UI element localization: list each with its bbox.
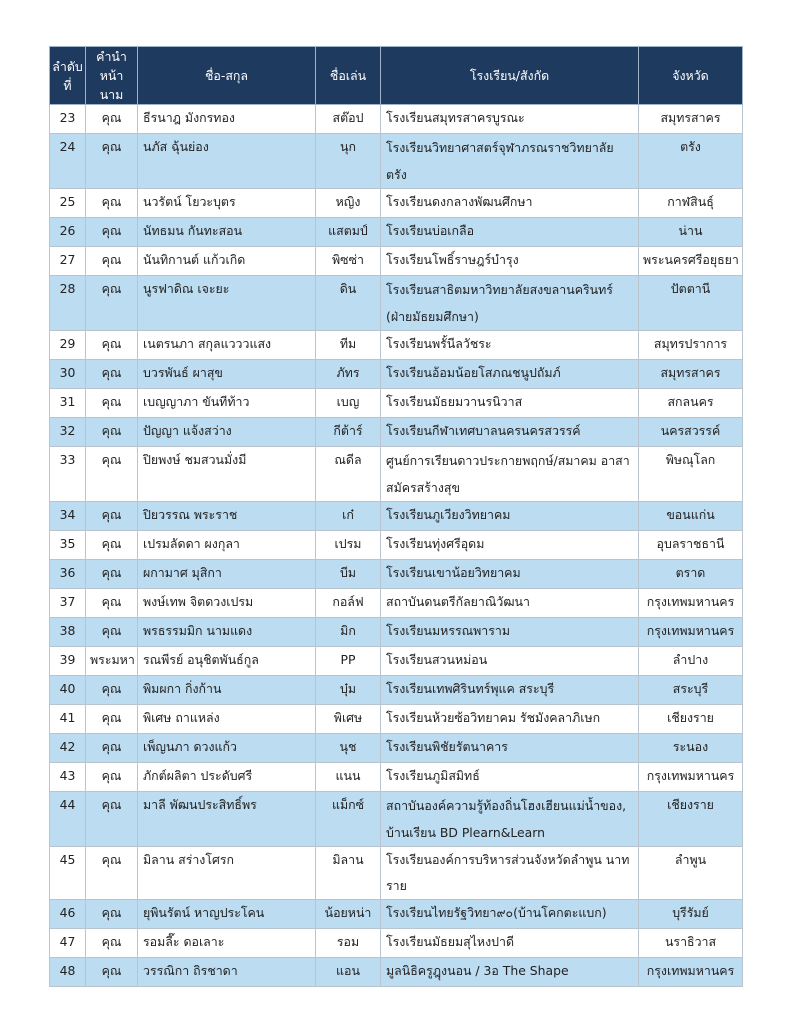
- cell-school: โรงเรียนห้วยซ้อวิทยาคม รัชมังคลาภิเษก: [381, 705, 639, 734]
- table-header: [50, 47, 743, 105]
- cell-school: โรงเรียนมัธยมวานรนิวาส: [381, 389, 639, 418]
- cell-province: สมุทรปราการ: [639, 331, 743, 360]
- header-school: โรงเรียน/สังกัด: [381, 47, 639, 105]
- cell-nickname: นุช: [316, 734, 381, 763]
- table-row: [50, 218, 743, 247]
- cell-name: ยุพินรัตน์ หาญประโคน: [138, 900, 316, 929]
- header-name: ชื่อ-สกุล: [138, 47, 316, 105]
- cell-school: โรงเรียนสาธิตมหาวิทยาลัยสงขลานครินทร์ (ฝ่ายมัธยมศึกษา): [381, 276, 639, 331]
- header-nickname: ชื่อเล่น: [316, 47, 381, 105]
- cell-title: คุณ: [86, 560, 138, 589]
- cell-title: คุณ: [86, 218, 138, 247]
- cell-school: โรงเรียนโพธิ์ราษฎร์บำรุง: [381, 247, 639, 276]
- header-title: คำนำหน้านาม: [86, 47, 138, 105]
- cell-number: 35: [50, 531, 86, 560]
- cell-title: คุณ: [86, 763, 138, 792]
- cell-province: ลำปาง: [639, 647, 743, 676]
- table-row: [50, 247, 743, 276]
- cell-name: บวรพันธ์ ผาสุข: [138, 360, 316, 389]
- cell-province: กรุงเทพมหานคร: [639, 618, 743, 647]
- cell-name: เนตรนภา สกุลแวววแสง: [138, 331, 316, 360]
- cell-title: พระมหา: [86, 647, 138, 676]
- cell-name: ภักต์ผลิตา ประดับศรี: [138, 763, 316, 792]
- cell-province: สระบุรี: [639, 676, 743, 705]
- cell-school: มูลนิธิครูฎุงนอน / 3อ The Shape: [381, 958, 639, 987]
- cell-name: วรรณิกา ถิรชาดา: [138, 958, 316, 987]
- cell-nickname: มิก: [316, 618, 381, 647]
- cell-province: เชียงราย: [639, 792, 743, 847]
- cell-nickname: นุก: [316, 134, 381, 189]
- cell-nickname: แม็กซ์: [316, 792, 381, 847]
- table-row: [50, 929, 743, 958]
- cell-number: 38: [50, 618, 86, 647]
- cell-number: 39: [50, 647, 86, 676]
- cell-name: นันทิกานต์ แก้วเกิด: [138, 247, 316, 276]
- cell-province: กาฬสินธุ์: [639, 189, 743, 218]
- cell-name: รอมลี๊ะ ดอเลาะ: [138, 929, 316, 958]
- cell-name: มาลี พัฒนประสิทธิ์พร: [138, 792, 316, 847]
- cell-number: 24: [50, 134, 86, 189]
- cell-school: โรงเรียนพรั้นีลวัชระ: [381, 331, 639, 360]
- cell-nickname: ทีม: [316, 331, 381, 360]
- cell-nickname: เปรม: [316, 531, 381, 560]
- cell-province: ตรัง: [639, 134, 743, 189]
- table-row: [50, 531, 743, 560]
- cell-number: 28: [50, 276, 86, 331]
- cell-title: คุณ: [86, 502, 138, 531]
- cell-school: โรงเรียนดงกลางพัฒนศึกษา: [381, 189, 639, 218]
- table-row: [50, 589, 743, 618]
- cell-school: โรงเรียนอ้อมน้อยโสภณชนูปถัมภ์: [381, 360, 639, 389]
- cell-nickname: แอน: [316, 958, 381, 987]
- cell-number: 46: [50, 900, 86, 929]
- cell-title: คุณ: [86, 189, 138, 218]
- cell-province: นครสวรรค์: [639, 418, 743, 447]
- cell-nickname: บุ๋ม: [316, 676, 381, 705]
- cell-province: กรุงเทพมหานคร: [639, 589, 743, 618]
- cell-school: โรงเรียนวิทยาศาสตร์จุฬาภรณราชวิทยาลัย ตรัง: [381, 134, 639, 189]
- cell-name: เบญญาภา ขันทีท้าว: [138, 389, 316, 418]
- cell-title: คุณ: [86, 705, 138, 734]
- cell-title: คุณ: [86, 734, 138, 763]
- cell-number: 41: [50, 705, 86, 734]
- cell-nickname: ณดีล: [316, 447, 381, 502]
- table-row: [50, 705, 743, 734]
- cell-number: 33: [50, 447, 86, 502]
- cell-number: 27: [50, 247, 86, 276]
- cell-name: พรธรรมมิก นามแดง: [138, 618, 316, 647]
- table-row: [50, 560, 743, 589]
- table-row: [50, 734, 743, 763]
- cell-title: คุณ: [86, 360, 138, 389]
- cell-province: ระนอง: [639, 734, 743, 763]
- cell-nickname: รอม: [316, 929, 381, 958]
- cell-number: 47: [50, 929, 86, 958]
- table-row: [50, 647, 743, 676]
- cell-number: 31: [50, 389, 86, 418]
- cell-school: โรงเรียนทุ่งศรีอุดม: [381, 531, 639, 560]
- header-province: จังหวัด: [639, 47, 743, 105]
- cell-nickname: บีม: [316, 560, 381, 589]
- cell-province: ลำพูน: [639, 847, 743, 900]
- cell-title: คุณ: [86, 331, 138, 360]
- cell-province: น่าน: [639, 218, 743, 247]
- cell-nickname: พิซซ่า: [316, 247, 381, 276]
- header-no: ลำดับที่: [50, 47, 86, 105]
- cell-number: 40: [50, 676, 86, 705]
- cell-title: คุณ: [86, 531, 138, 560]
- cell-title: คุณ: [86, 276, 138, 331]
- cell-school: โรงเรียนภูเวียงวิทยาคม: [381, 502, 639, 531]
- cell-province: นราธิวาส: [639, 929, 743, 958]
- cell-school: โรงเรียนบ่อเกลือ: [381, 218, 639, 247]
- cell-school: โรงเรียนกีฬาเทศบาลนครนครสวรรค์: [381, 418, 639, 447]
- cell-school: โรงเรียนภูมิสมิทธ์: [381, 763, 639, 792]
- cell-name: พิมผกา กิ่งก้าน: [138, 676, 316, 705]
- table-row: [50, 847, 743, 900]
- cell-nickname: กีต้าร์: [316, 418, 381, 447]
- table-body: [50, 105, 743, 987]
- cell-nickname: มิลาน: [316, 847, 381, 900]
- table-row: [50, 360, 743, 389]
- table-row: [50, 189, 743, 218]
- cell-name: ปิยพงษ์ ชมสวนมั่งมี: [138, 447, 316, 502]
- cell-name: นูรฟาดิณ เจะยะ: [138, 276, 316, 331]
- cell-nickname: พิเศษ: [316, 705, 381, 734]
- participant-table: [49, 46, 743, 987]
- cell-school: โรงเรียนไทยรัฐวิทยา๙๐(บ้านโคกตะแบก): [381, 900, 639, 929]
- cell-title: คุณ: [86, 418, 138, 447]
- table-row: [50, 105, 743, 134]
- cell-school: โรงเรียนมัธยมสุไหงปาดี: [381, 929, 639, 958]
- cell-number: 26: [50, 218, 86, 247]
- cell-school: โรงเรียนเขาน้อยวิทยาคม: [381, 560, 639, 589]
- cell-number: 43: [50, 763, 86, 792]
- cell-number: 37: [50, 589, 86, 618]
- cell-school: โรงเรียนองค์การบริหารส่วนจังหวัดลำพูน นาทราย: [381, 847, 639, 900]
- cell-nickname: น้อยหน่า: [316, 900, 381, 929]
- cell-name: เปรมลัดดา ผงกุลา: [138, 531, 316, 560]
- cell-title: คุณ: [86, 105, 138, 134]
- cell-nickname: เก๋: [316, 502, 381, 531]
- table-row: [50, 502, 743, 531]
- cell-nickname: แสตมป์: [316, 218, 381, 247]
- cell-number: 45: [50, 847, 86, 900]
- table-row: [50, 276, 743, 331]
- cell-number: 29: [50, 331, 86, 360]
- table-row: [50, 389, 743, 418]
- cell-name: นภัส ฉุ้นย่อง: [138, 134, 316, 189]
- cell-name: ผกามาศ มุสิกา: [138, 560, 316, 589]
- table-row: [50, 900, 743, 929]
- cell-province: ขอนแก่น: [639, 502, 743, 531]
- cell-number: 36: [50, 560, 86, 589]
- cell-name: ปัญญา แจ้งสว่าง: [138, 418, 316, 447]
- cell-province: บุรีรัมย์: [639, 900, 743, 929]
- cell-school: โรงเรียนมหรรณพาราม: [381, 618, 639, 647]
- cell-name: นวรัตน์ โยวะบุตร: [138, 189, 316, 218]
- table-row: [50, 958, 743, 987]
- cell-number: 23: [50, 105, 86, 134]
- table-row: [50, 134, 743, 189]
- cell-title: คุณ: [86, 447, 138, 502]
- cell-school: โรงเรียนสวนหม่อน: [381, 647, 639, 676]
- cell-title: คุณ: [86, 389, 138, 418]
- cell-number: 48: [50, 958, 86, 987]
- table-row: [50, 418, 743, 447]
- cell-number: 42: [50, 734, 86, 763]
- cell-number: 30: [50, 360, 86, 389]
- cell-school: สถาบันองค์ความรู้ท้องถิ่นโฮงเฮียนแม่น้ำของ, บ้านเรียน BD Plearn&Learn: [381, 792, 639, 847]
- cell-nickname: สต๊อป: [316, 105, 381, 134]
- cell-number: 32: [50, 418, 86, 447]
- cell-name: เพ็ญนภา ดวงแก้ว: [138, 734, 316, 763]
- cell-name: นัทธมน กันทะสอน: [138, 218, 316, 247]
- cell-title: คุณ: [86, 847, 138, 900]
- cell-province: อุบลราชธานี: [639, 531, 743, 560]
- cell-name: มิลาน สร่างโศรก: [138, 847, 316, 900]
- cell-title: คุณ: [86, 792, 138, 847]
- table-row: [50, 792, 743, 847]
- cell-province: สมุทรสาคร: [639, 105, 743, 134]
- cell-province: สกลนคร: [639, 389, 743, 418]
- cell-title: คุณ: [86, 589, 138, 618]
- cell-name: รณพีรย์ อนุชิตพันธ์กูล: [138, 647, 316, 676]
- cell-name: พงษ์เทพ จิตดวงเปรม: [138, 589, 316, 618]
- cell-province: ตราด: [639, 560, 743, 589]
- cell-nickname: ดิน: [316, 276, 381, 331]
- table-row: [50, 331, 743, 360]
- cell-school: ศูนย์การเรียนดาวประกายพฤกษ์/สมาคม อาสาสมัครสร้างสุข: [381, 447, 639, 502]
- cell-title: คุณ: [86, 900, 138, 929]
- cell-nickname: กอล์ฟ: [316, 589, 381, 618]
- cell-school: โรงเรียนพิชัยรัตนาคาร: [381, 734, 639, 763]
- cell-number: 25: [50, 189, 86, 218]
- cell-nickname: หญิง: [316, 189, 381, 218]
- cell-name: พิเศษ ถาแหล่ง: [138, 705, 316, 734]
- cell-school: โรงเรียนสมุทรสาครบูรณะ: [381, 105, 639, 134]
- table-row: [50, 447, 743, 502]
- cell-province: กรุงเทพมหานคร: [639, 958, 743, 987]
- cell-title: คุณ: [86, 929, 138, 958]
- cell-number: 44: [50, 792, 86, 847]
- cell-nickname: เบญ: [316, 389, 381, 418]
- cell-province: สมุทรสาคร: [639, 360, 743, 389]
- cell-number: 34: [50, 502, 86, 531]
- cell-nickname: PP: [316, 647, 381, 676]
- cell-province: พระนครศรีอยุธยา: [639, 247, 743, 276]
- cell-name: ปิยวรรณ พระราช: [138, 502, 316, 531]
- table-row: [50, 676, 743, 705]
- cell-nickname: ภัทร: [316, 360, 381, 389]
- cell-name: ธีรนาฎ มังกรทอง: [138, 105, 316, 134]
- table-row: [50, 763, 743, 792]
- cell-title: คุณ: [86, 134, 138, 189]
- cell-province: ปัตตานี: [639, 276, 743, 331]
- cell-school: โรงเรียนเทพศิรินทร์พุแค สระบุรี: [381, 676, 639, 705]
- cell-province: พิษณุโลก: [639, 447, 743, 502]
- cell-province: กรุงเทพมหานคร: [639, 763, 743, 792]
- cell-title: คุณ: [86, 247, 138, 276]
- cell-title: คุณ: [86, 618, 138, 647]
- cell-school: สถาบันดนตรีกัลยาณิวัฒนา: [381, 589, 639, 618]
- cell-province: เชียงราย: [639, 705, 743, 734]
- participant-table-page: [49, 46, 742, 987]
- cell-title: คุณ: [86, 676, 138, 705]
- cell-nickname: แนน: [316, 763, 381, 792]
- cell-title: คุณ: [86, 958, 138, 987]
- table-row: [50, 618, 743, 647]
